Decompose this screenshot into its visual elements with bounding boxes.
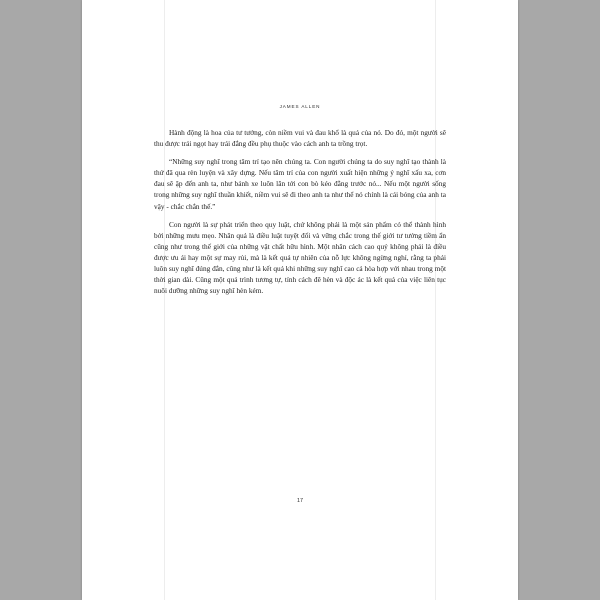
running-head: JAMES ALLEN [279, 104, 321, 109]
page-content [82, 0, 518, 600]
body-text [154, 127, 446, 296]
document-page [82, 0, 518, 600]
paragraph: Hành động là hoa của tư tưởng, còn niềm vui và đau khổ là quả của nó. Do đó, một người sẽ thu được trái ngọt hay trái đắng đều phụ thuộc vào cách anh ta trồng trọt. [154, 128, 446, 149]
paragraph: “Những suy nghĩ trong tâm trí tạo nên chúng ta. Con người chúng ta do suy nghĩ tạo thành là thứ đã qua rèn luyện và xây dựng. Nếu tâm trí của con người xuất hiện những ý nghĩ xấu xa, cơn đau sẽ ập đến anh ta, như bánh xe luôn lăn tới con bò kéo đằng trước nó... Nếu một người sống trong những suy nghĩ thuần khiết, niềm vui sẽ đi theo anh ta như thể nó chính là cái bóng của anh ta vậy - chắc chắn thế.” [154, 157, 446, 211]
page-number: 17 [297, 498, 303, 504]
paragraph: Con người là sự phát triển theo quy luật, chứ không phải là một sản phẩm có thể thành hình bởi những mưu mẹo. Nhân quả là điều luật tuyệt đối và vững chắc trong thế giới tư tưởng tiềm ẩn cũng như trong thế giới của những vật chất hữu hình. Một nhân cách cao quý không phải là điều được ưu ái hay một sự may rủi, mà là kết quả tự nhiên của nỗ lực không ngừng nghỉ, rằng ta phải luôn suy nghĩ đúng đắn, cũng như là kết quả khi những suy nghĩ cao cả hòa hợp với nhau trong một thời gian dài. Cũng một quá trình tương tự, tính cách đê hèn và độc ác là kết quả của việc liên tục nuôi dưỡng những suy nghĩ hèn kém. [154, 219, 446, 296]
